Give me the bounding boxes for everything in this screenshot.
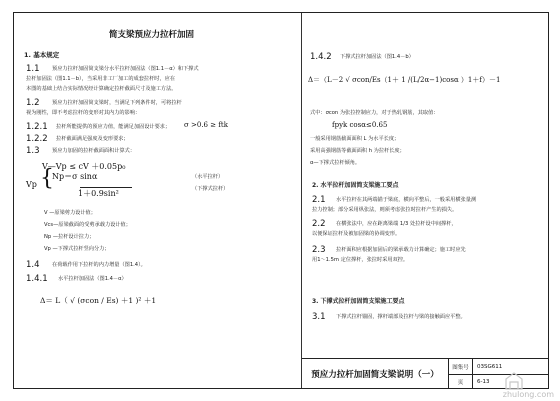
paragraph-line: 下撑式拉杆锚固，撑杆端部及拉杆与梁的接触面应平整。 [336, 314, 466, 320]
paragraph-line: 拉杆面积应根据加固后的梁承载力计算确定；施工时应先 [336, 247, 466, 253]
paragraph-line: 用1～1.5m 定位撑杆，张拉时采用双控。 [312, 257, 409, 263]
formula-vp: Vp [26, 180, 37, 189]
paragraph-line: 水平拉杆加固法（图1.4－α） [58, 276, 127, 282]
atlas-number-label: 图集号 [449, 359, 473, 374]
watermark: zhulong.com [502, 390, 554, 399]
paragraph-line: 预应力拉杆加固简支梁分水平拉杆加固法（图1.1－α）和下撑式 [52, 66, 199, 72]
formula-line: Np＝σ sinα [52, 172, 98, 181]
definition-line: V —原梁剪力设计值； [44, 210, 96, 216]
formula-line: 1＋0.9sin² [78, 189, 119, 198]
fraction-bar [80, 187, 132, 188]
formula-inline: σ >0.6 ≥ ftk [184, 121, 228, 129]
page-title: 简支梁预应力拉杆加固 [109, 30, 195, 40]
paragraph-line: 下撑式拉杆加固法（图1.4－b） [340, 54, 414, 60]
note-line: α—下撑式拉杆倾角。 [310, 160, 361, 166]
definition-line: Vcs—原梁截面的受剪承载力设计值； [44, 222, 131, 228]
formula-line: Δ＝ L（ √ (σcon / Es) ＋1 )² ＋1 [40, 296, 157, 305]
formula-line: Δ＝（L－2 √ σcon/Es（1＋ 1 /(L/2α−1)cosα ）1＋f）－1 [308, 76, 501, 84]
paragraph-line: 拉杆所能提供的预应力值，能满足加固设计要求； [56, 124, 171, 130]
paragraph-line: 预应力拉杆加固简支梁时，当满足下列条件时，可将拉杆 [52, 100, 182, 106]
section-number: 1.4 [26, 260, 40, 270]
formula-line: V—Vp ≤ cV ＋0.05p₀ [42, 162, 126, 171]
formula-line: fpyk cosα≤0.65 [332, 121, 388, 129]
page-label: 页 [449, 374, 473, 389]
section-number: 1.4.2 [310, 52, 332, 62]
section-number: 1.2 [26, 98, 40, 108]
section-number: 1.2.1 [26, 122, 48, 132]
atlas-number: 03SG611 [477, 363, 503, 370]
formula-tag: （水平拉杆） [192, 174, 224, 180]
formula-tag: （下撑式拉杆） [192, 186, 229, 192]
paragraph-line: 水平拉杆在其两端锚于梁底，横向平整后，一般采用横张量测 [336, 197, 477, 203]
paragraph-line: 拉杆截面满足强度及变形要求； [56, 136, 129, 142]
section-number: 1.2.2 [26, 134, 48, 144]
paragraph-line: 本图的基础上结合实际情况经计算确定拉杆截面尺寸及施工方法。 [26, 86, 177, 92]
note-line: 采用高强钢筋等截面面积 h 为拉杆长度； [310, 148, 405, 154]
note-line: 一般采用钢筋截面面积 L 为水平长度； [310, 136, 400, 142]
section-number: 3.1 [312, 312, 326, 322]
paragraph-line: 拉力控制；部分采用纵张法，则须考虑张拉时拉杆产生的损失。 [312, 207, 458, 213]
note-line: 式中：σcon 为张拉控制应力，对于热轧钢筋，其取值： [310, 110, 439, 116]
heading-section-3: 3. 下撑式拉杆加固简支梁施工要点 [312, 298, 405, 305]
definition-line: Vp —下撑式拉杆竖向分力； [44, 246, 110, 252]
heading-section-2: 2. 水平拉杆加固简支梁施工要点 [312, 182, 399, 189]
paragraph-line: 在荷载作用下拉杆的内力增量（图1.4）。 [52, 262, 146, 268]
drawing-title: 预应力拉杆加固简支梁说明（一） [302, 359, 449, 388]
paragraph-line: 以便保证拉杆及被加固梁的协调变形。 [312, 231, 401, 237]
right-column [302, 13, 548, 388]
brace: { [40, 166, 54, 191]
drawing-sheet [13, 12, 549, 389]
definition-line: Np —拉杆设计拉力； [44, 234, 95, 240]
section-number: 1.1 [26, 64, 40, 74]
heading-basic: 1. 基本规定 [24, 51, 60, 59]
section-number: 1.3 [26, 146, 40, 156]
paragraph-line: 预应力加固的拉杆截面面积计算式： [52, 148, 136, 154]
left-column [14, 13, 301, 388]
page-number: 6-13 [473, 374, 548, 389]
paragraph-line: 拉杆加固法（图1.1－b），当采用非工厂加工的成套拉杆时，应在 [26, 76, 176, 82]
section-number: 1.4.1 [26, 274, 48, 284]
section-number: 2.2 [312, 219, 326, 229]
paragraph-line: 在横张法中，应在距离梁端 1/3 处拉杆设中间撑杆， [336, 221, 457, 227]
section-number: 2.3 [312, 245, 326, 255]
paragraph-line: 视为刚性，即不考虑拉杆的变形对其内力的影响： [26, 110, 141, 116]
section-number: 2.1 [312, 195, 326, 205]
watermark-logo-icon [504, 371, 524, 391]
